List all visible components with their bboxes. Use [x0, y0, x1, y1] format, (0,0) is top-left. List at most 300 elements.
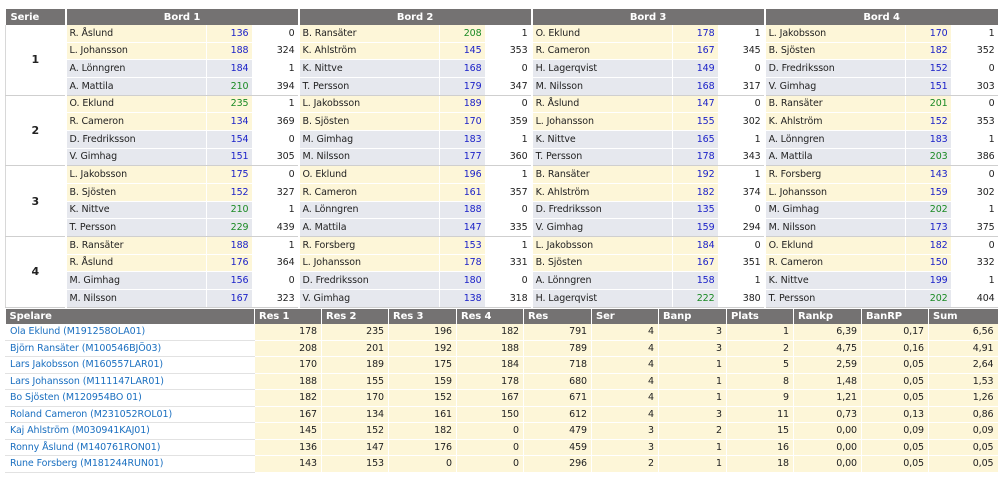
- player-name: L. Jakobsson: [66, 166, 207, 184]
- game-sum: 353: [951, 113, 998, 131]
- game-score: 178: [673, 148, 718, 166]
- player-stat: 718: [524, 357, 592, 374]
- game-sum: 352: [951, 42, 998, 60]
- game-score: 188: [440, 201, 485, 219]
- game-sum: 303: [951, 77, 998, 95]
- schedule-row: [6, 25, 998, 42]
- game-sum: 1: [252, 60, 299, 78]
- game-score: 183: [906, 130, 951, 148]
- player-stat: 136: [255, 439, 322, 456]
- schedule-table: [5, 9, 998, 308]
- schedule-row: [6, 183, 998, 201]
- player-link[interactable]: Lars Johansson (M111147LAR01): [6, 373, 255, 390]
- player-stat: 192: [389, 340, 457, 357]
- player-name: V. Gimhag: [532, 219, 673, 237]
- game-sum: 1: [252, 236, 299, 254]
- game-sum: 369: [252, 113, 299, 131]
- player-name: M. Nilsson: [765, 219, 906, 237]
- game-sum: 353: [485, 42, 532, 60]
- player-name: L. Johansson: [66, 42, 207, 60]
- player-name: V. Gimhag: [765, 77, 906, 95]
- players-row: [6, 406, 998, 423]
- game-sum: 0: [951, 236, 998, 254]
- player-name: B. Sjösten: [66, 183, 207, 201]
- player-stat: 153: [322, 456, 389, 473]
- schedule-row: [6, 236, 998, 254]
- serie-number: 4: [6, 236, 66, 307]
- game-sum: 374: [718, 183, 765, 201]
- game-sum: 1: [951, 272, 998, 290]
- game-score: 229: [207, 219, 252, 237]
- game-sum: 1: [485, 25, 532, 42]
- player-stat: 0: [457, 423, 524, 440]
- game-score: 168: [673, 77, 718, 95]
- game-score: 188: [207, 236, 252, 254]
- players-header-res-4: Res 4: [457, 309, 524, 324]
- players-row: [6, 340, 998, 357]
- player-link[interactable]: Roland Cameron (M231052ROL01): [6, 406, 255, 423]
- schedule-row: [6, 130, 998, 148]
- player-name: M. Gimhag: [299, 130, 440, 148]
- player-stat: 8: [727, 373, 794, 390]
- game-sum: 0: [718, 95, 765, 113]
- game-sum: 305: [252, 148, 299, 166]
- player-stat: 2: [727, 340, 794, 357]
- player-stat: 189: [322, 357, 389, 374]
- player-name: R. Åslund: [66, 25, 207, 42]
- player-stat: 1: [727, 324, 794, 340]
- game-score: 173: [906, 219, 951, 237]
- player-link[interactable]: Ronny Åslund (M140761RON01): [6, 439, 255, 456]
- game-score: 179: [440, 77, 485, 95]
- game-sum: 324: [252, 42, 299, 60]
- player-name: V. Gimhag: [299, 289, 440, 307]
- player-stat: 152: [389, 390, 457, 407]
- player-stat: 1,48: [794, 373, 862, 390]
- player-stat: 170: [322, 390, 389, 407]
- player-stat: 152: [322, 423, 389, 440]
- game-sum: 357: [485, 183, 532, 201]
- game-sum: 404: [951, 289, 998, 307]
- player-stat: 2: [592, 456, 659, 473]
- game-score: 165: [673, 130, 718, 148]
- player-stat: 0: [457, 456, 524, 473]
- game-score: 145: [440, 42, 485, 60]
- game-score: 202: [906, 201, 951, 219]
- schedule-row: [6, 201, 998, 219]
- game-score: 161: [440, 183, 485, 201]
- player-name: V. Gimhag: [66, 148, 207, 166]
- players-row: [6, 439, 998, 456]
- player-stat: 0: [457, 439, 524, 456]
- player-name: T. Persson: [765, 289, 906, 307]
- player-stat: 182: [255, 390, 322, 407]
- schedule-row: [6, 113, 998, 131]
- player-name: H. Lagerqvist: [532, 60, 673, 78]
- player-name: A. Mattila: [299, 219, 440, 237]
- player-stat: 1,26: [929, 390, 998, 407]
- game-sum: 343: [718, 148, 765, 166]
- game-sum: 0: [951, 166, 998, 184]
- player-name: H. Lagerqvist: [532, 289, 673, 307]
- player-name: D. Fredriksson: [66, 130, 207, 148]
- player-stat: 18: [727, 456, 794, 473]
- player-name: R. Forsberg: [765, 166, 906, 184]
- game-sum: 364: [252, 254, 299, 272]
- player-link[interactable]: Bo Sjösten (M120954BO 01): [6, 390, 255, 407]
- player-stat: 11: [727, 406, 794, 423]
- player-name: A. Lönngren: [532, 272, 673, 290]
- players-row: [6, 373, 998, 390]
- players-row: [6, 423, 998, 440]
- game-score: 180: [440, 272, 485, 290]
- player-stat: 4: [592, 373, 659, 390]
- players-header-res: Res: [524, 309, 592, 324]
- game-sum: 0: [485, 60, 532, 78]
- game-score: 159: [906, 183, 951, 201]
- players-table: [5, 309, 998, 473]
- game-sum: 1: [485, 236, 532, 254]
- player-name: B. Ransäter: [66, 236, 207, 254]
- game-sum: 1: [718, 272, 765, 290]
- player-name: O. Eklund: [532, 25, 673, 42]
- player-name: D. Fredriksson: [532, 201, 673, 219]
- game-score: 184: [673, 236, 718, 254]
- player-name: M. Nilsson: [299, 148, 440, 166]
- player-name: K. Ahlström: [765, 113, 906, 131]
- player-stat: 1: [659, 390, 727, 407]
- game-score: 176: [207, 254, 252, 272]
- player-name: B. Sjösten: [765, 42, 906, 60]
- player-stat: 671: [524, 390, 592, 407]
- player-stat: 15: [727, 423, 794, 440]
- player-stat: 0,86: [929, 406, 998, 423]
- game-sum: 0: [951, 60, 998, 78]
- schedule-row: [6, 219, 998, 237]
- game-sum: 0: [951, 95, 998, 113]
- player-stat: 6,56: [929, 324, 998, 340]
- player-stat: 0,16: [862, 340, 929, 357]
- player-name: M. Gimhag: [765, 201, 906, 219]
- game-sum: 360: [485, 148, 532, 166]
- game-score: 188: [207, 42, 252, 60]
- schedule-row: [6, 254, 998, 272]
- player-name: L. Johansson: [532, 113, 673, 131]
- game-sum: 394: [252, 77, 299, 95]
- game-sum: 1: [252, 201, 299, 219]
- player-stat: 3: [659, 324, 727, 340]
- player-stat: 0,05: [862, 357, 929, 374]
- game-score: 151: [207, 148, 252, 166]
- player-stat: 0,05: [862, 390, 929, 407]
- schedule-row: [6, 77, 998, 95]
- player-stat: 459: [524, 439, 592, 456]
- game-score: 152: [906, 113, 951, 131]
- player-stat: 0,00: [794, 439, 862, 456]
- player-name: M. Nilsson: [532, 77, 673, 95]
- serie-number: 3: [6, 166, 66, 237]
- player-stat: 0,73: [794, 406, 862, 423]
- player-stat: 0,00: [794, 456, 862, 473]
- game-score: 177: [440, 148, 485, 166]
- game-score: 158: [673, 272, 718, 290]
- schedule-row: [6, 166, 998, 184]
- player-stat: 178: [457, 373, 524, 390]
- game-score: 153: [440, 236, 485, 254]
- header-bord-2: Bord 2: [299, 9, 532, 25]
- game-sum: 0: [485, 201, 532, 219]
- players-header-spelare: Spelare: [6, 309, 255, 324]
- player-stat: 0,09: [929, 423, 998, 440]
- player-name: R. Cameron: [532, 42, 673, 60]
- schedule-row: [6, 148, 998, 166]
- player-name: R. Cameron: [299, 183, 440, 201]
- player-stat: 159: [389, 373, 457, 390]
- player-name: R. Cameron: [66, 113, 207, 131]
- game-score: 170: [906, 25, 951, 42]
- player-stat: 145: [255, 423, 322, 440]
- game-sum: 331: [485, 254, 532, 272]
- player-name: R. Cameron: [765, 254, 906, 272]
- game-score: 178: [673, 25, 718, 42]
- player-name: B. Ransäter: [532, 166, 673, 184]
- player-stat: 1: [659, 439, 727, 456]
- player-stat: 16: [727, 439, 794, 456]
- player-stat: 1,21: [794, 390, 862, 407]
- player-link[interactable]: Kaj Ahlström (M030941KAJ01): [6, 423, 255, 440]
- players-row: [6, 324, 998, 340]
- game-sum: 0: [485, 272, 532, 290]
- player-stat: 3: [659, 406, 727, 423]
- player-stat: 1: [659, 456, 727, 473]
- game-sum: 1: [485, 130, 532, 148]
- player-name: L. Johansson: [765, 183, 906, 201]
- player-name: O. Eklund: [299, 166, 440, 184]
- player-stat: 4: [592, 390, 659, 407]
- game-score: 156: [207, 272, 252, 290]
- player-name: L. Jakobsson: [765, 25, 906, 42]
- player-stat: 182: [457, 324, 524, 340]
- schedule-row: [6, 272, 998, 290]
- game-score: 210: [207, 77, 252, 95]
- player-stat: 0,17: [862, 324, 929, 340]
- player-name: A. Mattila: [765, 148, 906, 166]
- player-name: R. Åslund: [532, 95, 673, 113]
- game-sum: 0: [252, 272, 299, 290]
- game-sum: 302: [718, 113, 765, 131]
- player-name: T. Persson: [532, 148, 673, 166]
- game-score: 150: [906, 254, 951, 272]
- player-stat: 0,09: [862, 423, 929, 440]
- player-link[interactable]: Lars Jakobsson (M160557LAR01): [6, 357, 255, 374]
- game-score: 184: [207, 60, 252, 78]
- player-stat: 0,05: [862, 456, 929, 473]
- player-link[interactable]: Ola Eklund (M191258OLA01): [6, 324, 255, 340]
- game-sum: 1: [951, 130, 998, 148]
- player-stat: 3: [659, 340, 727, 357]
- serie-number: 2: [6, 95, 66, 166]
- player-name: K. Nittve: [765, 272, 906, 290]
- player-stat: 6,39: [794, 324, 862, 340]
- game-score: 152: [207, 183, 252, 201]
- player-stat: 2,59: [794, 357, 862, 374]
- game-sum: 327: [252, 183, 299, 201]
- player-stat: 1: [659, 373, 727, 390]
- game-score: 168: [440, 60, 485, 78]
- game-score: 147: [673, 95, 718, 113]
- player-stat: 175: [389, 357, 457, 374]
- players-header-ser: Ser: [592, 309, 659, 324]
- game-score: 208: [440, 25, 485, 42]
- player-stat: 4: [592, 406, 659, 423]
- game-sum: 0: [252, 166, 299, 184]
- player-stat: 201: [322, 340, 389, 357]
- player-name: L. Johansson: [299, 254, 440, 272]
- schedule-row: [6, 42, 998, 60]
- header-bord-3: Bord 3: [532, 9, 765, 25]
- game-score: 182: [673, 183, 718, 201]
- players-row: [6, 390, 998, 407]
- player-stat: 3: [592, 423, 659, 440]
- game-score: 192: [673, 166, 718, 184]
- player-stat: 4: [592, 324, 659, 340]
- player-link[interactable]: Rune Forsberg (M181244RUN01): [6, 456, 255, 473]
- players-header-res-2: Res 2: [322, 309, 389, 324]
- game-score: 167: [673, 42, 718, 60]
- player-stat: 196: [389, 324, 457, 340]
- player-stat: 176: [389, 439, 457, 456]
- players-body: [6, 324, 998, 472]
- player-stat: 0: [389, 456, 457, 473]
- game-sum: 0: [718, 201, 765, 219]
- player-stat: 188: [457, 340, 524, 357]
- player-name: M. Nilsson: [66, 289, 207, 307]
- game-score: 210: [207, 201, 252, 219]
- game-score: 182: [906, 236, 951, 254]
- player-name: K. Ahlström: [532, 183, 673, 201]
- player-stat: 1,53: [929, 373, 998, 390]
- player-name: B. Sjösten: [299, 113, 440, 131]
- players-header-banrp: BanRP: [862, 309, 929, 324]
- game-score: 199: [906, 272, 951, 290]
- game-sum: 1: [718, 25, 765, 42]
- serie-number: 1: [6, 25, 66, 95]
- game-score: 134: [207, 113, 252, 131]
- game-score: 183: [440, 130, 485, 148]
- game-sum: 0: [485, 95, 532, 113]
- player-stat: 167: [457, 390, 524, 407]
- player-name: R. Åslund: [66, 254, 207, 272]
- game-sum: 439: [252, 219, 299, 237]
- player-name: D. Fredriksson: [299, 272, 440, 290]
- game-sum: 294: [718, 219, 765, 237]
- players-header-plats: Plats: [727, 309, 794, 324]
- game-sum: 317: [718, 77, 765, 95]
- schedule-row: [6, 95, 998, 113]
- player-stat: 2: [659, 423, 727, 440]
- player-stat: 167: [255, 406, 322, 423]
- game-sum: 0: [718, 60, 765, 78]
- player-stat: 0,13: [862, 406, 929, 423]
- player-stat: 4: [592, 340, 659, 357]
- game-score: 196: [440, 166, 485, 184]
- player-stat: 0,05: [862, 373, 929, 390]
- player-name: A. Mattila: [66, 77, 207, 95]
- game-score: 203: [906, 148, 951, 166]
- player-stat: 5: [727, 357, 794, 374]
- player-stat: 0,05: [929, 439, 998, 456]
- player-stat: 147: [322, 439, 389, 456]
- player-stat: 2,64: [929, 357, 998, 374]
- player-name: B. Ransäter: [765, 95, 906, 113]
- player-stat: 296: [524, 456, 592, 473]
- player-stat: 9: [727, 390, 794, 407]
- player-name: D. Fredriksson: [765, 60, 906, 78]
- player-link[interactable]: Björn Ransäter (M100546BJÖ03): [6, 340, 255, 357]
- player-stat: 178: [255, 324, 322, 340]
- player-stat: 188: [255, 373, 322, 390]
- player-stat: 150: [457, 406, 524, 423]
- players-header-rankp: Rankp: [794, 309, 862, 324]
- player-stat: 680: [524, 373, 592, 390]
- game-sum: 332: [951, 254, 998, 272]
- player-name: R. Forsberg: [299, 236, 440, 254]
- game-sum: 386: [951, 148, 998, 166]
- game-sum: 1: [951, 25, 998, 42]
- player-name: B. Ransäter: [299, 25, 440, 42]
- player-stat: 235: [322, 324, 389, 340]
- player-stat: 4,75: [794, 340, 862, 357]
- player-name: K. Nittve: [299, 60, 440, 78]
- game-score: 143: [906, 166, 951, 184]
- player-name: K. Nittve: [532, 130, 673, 148]
- player-stat: 0,00: [794, 423, 862, 440]
- player-stat: 155: [322, 373, 389, 390]
- schedule-row: [6, 289, 998, 307]
- header-serie: Serie: [6, 9, 66, 25]
- game-score: 138: [440, 289, 485, 307]
- game-sum: 1: [485, 166, 532, 184]
- player-name: L. Jakobsson: [299, 95, 440, 113]
- game-sum: 359: [485, 113, 532, 131]
- game-score: 189: [440, 95, 485, 113]
- game-score: 182: [906, 42, 951, 60]
- game-sum: 345: [718, 42, 765, 60]
- game-sum: 1: [718, 130, 765, 148]
- player-name: B. Sjösten: [532, 254, 673, 272]
- game-score: 135: [673, 201, 718, 219]
- player-stat: 1: [659, 357, 727, 374]
- player-name: K. Nittve: [66, 201, 207, 219]
- game-sum: 0: [718, 236, 765, 254]
- game-score: 147: [440, 219, 485, 237]
- game-sum: 347: [485, 77, 532, 95]
- game-sum: 1: [252, 95, 299, 113]
- game-score: 154: [207, 130, 252, 148]
- game-score: 201: [906, 95, 951, 113]
- player-stat: 161: [389, 406, 457, 423]
- game-sum: 380: [718, 289, 765, 307]
- game-sum: 1: [718, 166, 765, 184]
- game-sum: 318: [485, 289, 532, 307]
- player-name: T. Persson: [299, 77, 440, 95]
- player-stat: 184: [457, 357, 524, 374]
- game-sum: 302: [951, 183, 998, 201]
- player-stat: 170: [255, 357, 322, 374]
- player-stat: 0,05: [862, 439, 929, 456]
- game-sum: 375: [951, 219, 998, 237]
- game-score: 170: [440, 113, 485, 131]
